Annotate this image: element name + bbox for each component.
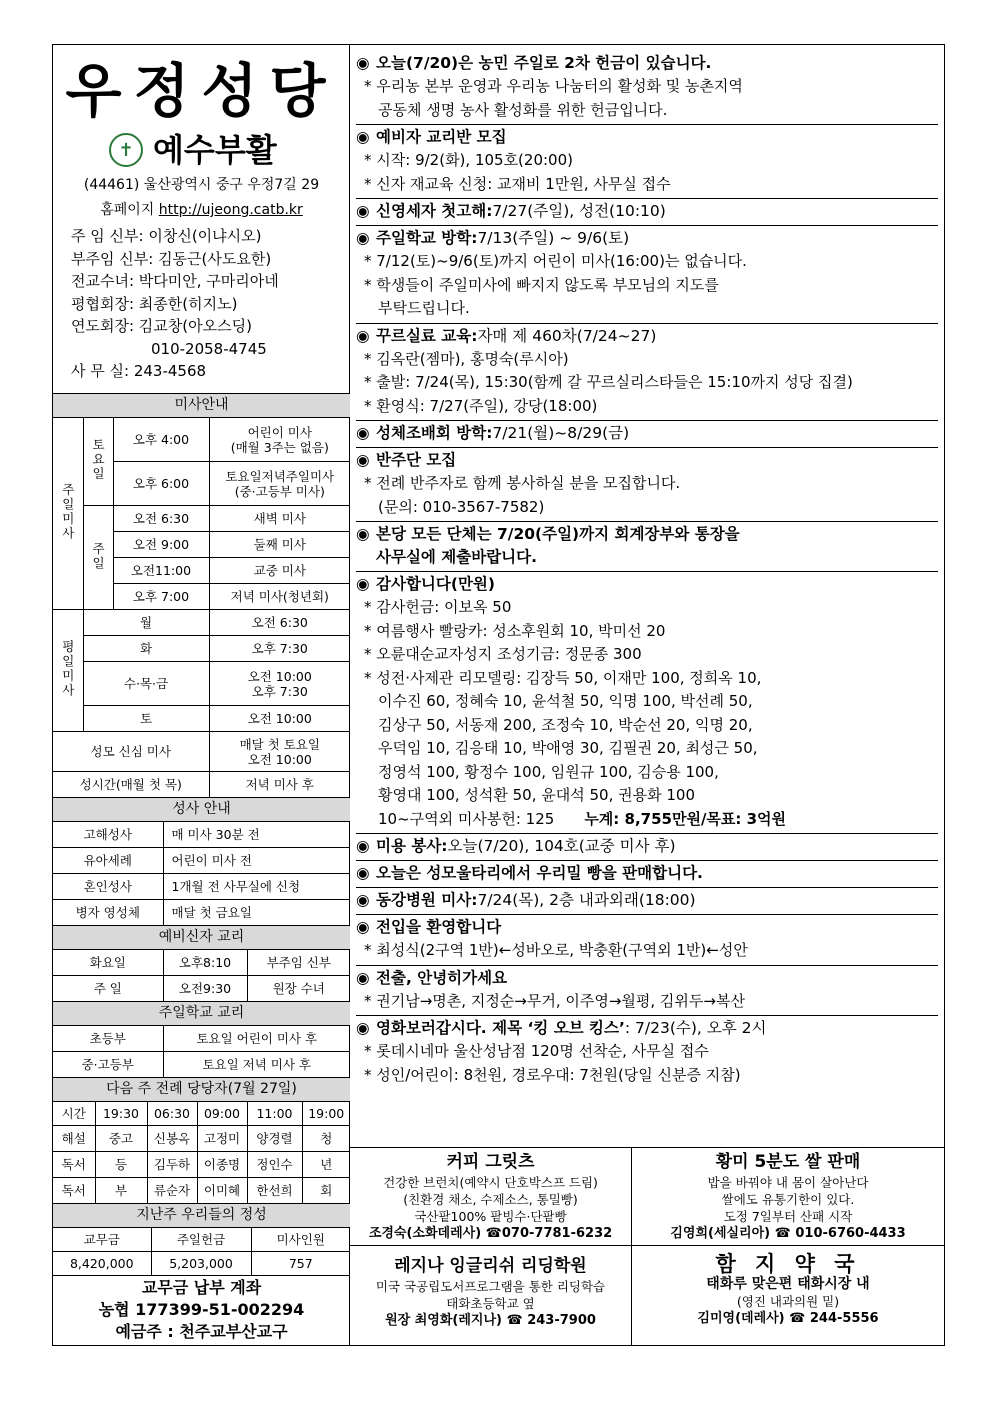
notice-line: * 학생들이 주일미사에 빠지지 않도록 부모님의 지도를	[364, 275, 719, 294]
notice-item	[356, 448, 938, 522]
bulletin-frame	[52, 44, 945, 1346]
notice-line: 사무실에 제출바랍니다.	[376, 548, 538, 566]
weekday-time: 오전 6:30	[209, 610, 350, 636]
staff-row: 전교수녀: 박다미안, 구마리아네	[71, 272, 279, 290]
notice-item	[356, 1016, 938, 1089]
sacrament-name: 혼인성사	[53, 874, 163, 900]
notice-bullet-icon: ◉	[356, 968, 370, 987]
liturgy-cell: 양경렬	[247, 1126, 302, 1152]
ad-contact: 김영희(세실리아) ☎ 010-6760-4433	[670, 1226, 906, 1241]
weekday-day: 월	[83, 610, 209, 636]
ad-name: 레지나 잉글리쉬 리딩학원	[394, 1256, 587, 1276]
weekday-time: 오후 7:30	[209, 636, 350, 662]
weekday-time: 오전 10:00	[209, 706, 350, 732]
mass-desc: 둘째 미사	[209, 532, 350, 558]
liturgy-cell: 독서	[53, 1178, 95, 1204]
mass-time: 오후 6:00	[113, 462, 209, 506]
mass-time: 오전 9:00	[113, 532, 209, 558]
notice-bullet-icon: ◉	[356, 202, 370, 220]
ad-pharmacy	[632, 1246, 944, 1346]
offering-value: 5,203,000	[151, 1252, 251, 1276]
ad-coffee	[350, 1148, 632, 1246]
liturgy-cell: 회	[302, 1178, 350, 1204]
notice-bullet-icon: ◉	[356, 229, 370, 247]
weekday-day: 토	[83, 706, 209, 732]
notice-item	[356, 888, 938, 915]
liturgy-cell: 이미혜	[197, 1178, 247, 1204]
bulletin-subtitle: 예수부활	[153, 131, 277, 169]
offering-title: 지난주 우리들의 정성	[53, 1204, 350, 1228]
sundayschool-table	[53, 1001, 350, 1078]
notice-item	[356, 226, 938, 324]
staff-row: 주 임 신부: 이창신(이냐시오)	[71, 227, 262, 245]
office-phone: 사 무 실: 243-4568	[71, 362, 207, 380]
homepage	[53, 199, 350, 219]
address: (44461) 울산광역시 중구 우정7길 29	[83, 177, 320, 193]
notice-line: * 권기남→명촌, 지정순→무거, 이주영→월평, 김위두→복산	[364, 991, 745, 1010]
notice-line: 황영대 100, 성석환 50, 윤대석 50, 권용화 100	[378, 786, 695, 804]
notice-heading: ◉ 오늘은 성모울타리에서 우리밀 빵을 판매합니다.	[356, 862, 938, 885]
notice-heading: ◉ 성체조배회 방학:7/21(월)~8/29(금)	[356, 422, 938, 445]
catechumen-time: 오후8:10	[163, 950, 247, 976]
notice-bullet-icon: ◉	[356, 837, 370, 855]
notice-bullet-icon: ◉	[356, 918, 370, 936]
sacrament-name: 병자 영성체	[53, 900, 163, 926]
notice-item	[356, 834, 938, 861]
sunday-mass-label: 주일미사	[53, 418, 83, 610]
mass-desc: 토요일저녁주일미사 (중·고등부 미사)	[209, 462, 350, 506]
account-info	[53, 1277, 350, 1343]
account-number: 농협 177399-51-002294	[98, 1300, 305, 1319]
notice-item	[356, 125, 938, 199]
liturgy-header: 06:30	[147, 1102, 197, 1126]
catechumen-day: 화요일	[53, 950, 163, 976]
notice-line: * 환영식: 7/27(주일), 강당(18:00)	[364, 396, 598, 415]
account-holder: 예금주 : 천주교부산교구	[115, 1322, 288, 1341]
liturgy-cell: 한선희	[247, 1178, 302, 1204]
notice-item	[356, 966, 938, 1017]
notice-line: * 출발: 7/24(목), 15:30(함께 갈 꾸르실리스타들은 15:10까지 성당 집결)	[364, 373, 853, 391]
notice-heading: ◉ 예비자 교리반 모집	[356, 126, 938, 149]
mass-table	[53, 393, 350, 798]
notice-line: * 시작: 9/2(화), 105호(20:00)	[364, 151, 573, 169]
school-desc: 토요일 저녁 미사 후	[163, 1052, 350, 1078]
notice-item	[356, 421, 938, 448]
school-name: 초등부	[53, 1026, 163, 1052]
catechumen-time: 오전9:30	[163, 976, 247, 1002]
ad-name: 황미 5분도 쌀 판매	[715, 1152, 861, 1172]
saturday-label: 토요일	[83, 418, 113, 506]
notice-bullet-icon: ◉	[356, 891, 370, 909]
account-title: 교무금 납부 계좌	[141, 1278, 262, 1297]
ad-academy	[350, 1246, 632, 1346]
mass-desc: 새벽 미사	[209, 506, 350, 532]
liturgy-table	[53, 1077, 350, 1204]
liturgy-cell: 중고	[95, 1126, 147, 1152]
ad-line: (친환경 채소, 수제소스, 통밀빵)	[403, 1192, 578, 1207]
ad-line: 미국 국공립도서프로그램을 통한 리딩학습	[375, 1279, 606, 1294]
staff-row: 부주임 신부: 김동근(사도요한)	[71, 249, 272, 268]
notice-item	[356, 915, 938, 966]
left-column	[53, 45, 350, 1345]
catechumen-day: 주 일	[53, 976, 163, 1002]
notice-heading: ◉ 동강병원 미사:7/24(목), 2층 내과외래(18:00)	[356, 889, 938, 912]
notice-line: (문의: 010-3567-7582)	[378, 497, 545, 516]
offering-table	[53, 1203, 350, 1276]
ad-name: 함 지 약 국	[715, 1252, 861, 1276]
mass-time: 오전 6:30	[113, 506, 209, 532]
ads-section	[350, 1147, 944, 1348]
parish-title: 우정성당	[65, 57, 338, 125]
notice-heading: ◉ 전출, 안녕히가세요	[356, 967, 938, 990]
notice-item	[356, 324, 938, 422]
mass-desc: 저녁 미사(청년회)	[209, 584, 350, 610]
notice-line: * 성인/어린이: 8천원, 경로우대: 7천원(당일 신분증 지참)	[364, 1065, 741, 1084]
notice-item	[356, 51, 938, 125]
notice-line: 공동체 생명 농사 활성화를 위한 헌금입니다.	[378, 100, 668, 119]
notice-bullet-icon: ◉	[356, 864, 370, 882]
sacrament-desc: 매 미사 30분 전	[163, 822, 350, 848]
catechumen-title: 예비신자 교리	[53, 926, 350, 950]
homepage-label: 홈페이지	[100, 202, 155, 218]
offering-header: 미사인원	[251, 1228, 350, 1252]
sundayschool-title: 주일학교 교리	[53, 1002, 350, 1026]
holy-hour-time: 저녁 미사 후	[209, 772, 350, 798]
notice-item	[356, 199, 938, 226]
notice-heading: ◉ 영화보러갑시다. 제목 ‘킹 오브 킹스’: 7/23(수), 오후 2시	[356, 1017, 938, 1040]
liturgy-cell: 등	[95, 1152, 147, 1178]
notice-bullet-icon: ◉	[356, 424, 370, 442]
right-column	[350, 45, 944, 1345]
notice-heading: ◉ 본당 모든 단체는 7/20(주일)까지 회계장부와 통장을	[356, 523, 938, 546]
sacrament-name: 유아세례	[53, 848, 163, 874]
liturgy-cell: 정인수	[247, 1152, 302, 1178]
mass-title: 미사안내	[53, 394, 350, 418]
notice-line: * 전례 반주자로 함께 봉사하실 분을 모집합니다.	[364, 474, 681, 492]
staff-row: 평협회장: 최종한(히지노)	[71, 294, 238, 313]
sacrament-name: 고해성사	[53, 822, 163, 848]
notice-line: * 감사헌금: 이보옥 50	[364, 598, 512, 616]
ad-line: 태화루 맞은편 태화시장 내	[706, 1276, 870, 1292]
sacrament-desc: 1개월 전 사무실에 신청	[163, 874, 350, 900]
notice-heading: ◉ 꾸르실료 교육:자매 제 460차(7/24~27)	[356, 325, 938, 348]
ad-contact: 원장 최영화(레지나) ☎ 243-7900	[385, 1313, 596, 1328]
ad-name: 커피 그릿츠	[446, 1152, 535, 1172]
liturgy-cell: 신봉옥	[147, 1126, 197, 1152]
holy-hour: 성시간(매월 첫 목)	[53, 772, 209, 798]
liturgy-header: 시간	[53, 1102, 95, 1126]
ad-line: 건강한 브런치(예약시 단호박스프 드림)	[383, 1175, 598, 1190]
notice-line: * 오륜대순교자성지 조성기금: 정문종 300	[364, 645, 642, 663]
notice-line: * 신자 재교육 신청: 교재비 1만원, 사무실 접수	[364, 174, 671, 193]
devotion-mass: 성모 신심 미사	[53, 732, 209, 772]
ad-line: 태화초등학교 옆	[446, 1296, 535, 1311]
weekday-day: 화	[83, 636, 209, 662]
notice-heading: ◉ 신영세자 첫고해:7/27(주일), 성전(10:10)	[356, 200, 938, 223]
offering-header: 교무금	[53, 1228, 151, 1252]
liturgy-header: 19:30	[95, 1102, 147, 1126]
notice-heading: ◉ 감사합니다(만원)	[356, 573, 938, 596]
ad-contact: 김미영(데레사) ☎ 244-5556	[697, 1311, 879, 1326]
liturgy-header: 11:00	[247, 1102, 302, 1126]
offering-header: 주일헌금	[151, 1228, 251, 1252]
liturgy-header: 09:00	[197, 1102, 247, 1126]
sacrament-desc: 어린이 미사 전	[163, 848, 350, 874]
notice-line: 이수진 60, 정혜숙 10, 윤석철 50, 익명 100, 박선례 50,	[378, 692, 753, 710]
notice-line: * 성전·사제관 리모델링: 김장득 50, 이재만 100, 정희옥 10,	[364, 668, 762, 687]
notice-bullet-icon: ◉	[356, 525, 370, 543]
liturgy-cell: 김두하	[147, 1152, 197, 1178]
notice-bullet-icon: ◉	[356, 326, 370, 345]
notice-line: * 최성식(2구역 1반)←성바오로, 박충환(구역외 1반)←성안	[364, 941, 748, 959]
ad-rice	[632, 1148, 944, 1246]
notice-line: 김상구 50, 서동재 200, 조정숙 10, 박순선 20, 익명 20,	[378, 715, 753, 734]
ad-line: (영진 내과의원 밑)	[736, 1294, 840, 1309]
offering-value: 757	[251, 1252, 350, 1276]
staff-list	[71, 225, 279, 383]
mass-time: 오전11:00	[113, 558, 209, 584]
weekday-time: 오전 10:00 오후 7:30	[209, 662, 350, 706]
notice-line: 부탁드립니다.	[378, 299, 470, 317]
ad-line: 쌀에도 유통기한이 있다.	[721, 1192, 855, 1207]
notice-bullet-icon: ◉	[356, 575, 370, 593]
sacrament-table	[53, 797, 350, 926]
sunday-label: 주일	[83, 506, 113, 610]
notice-list	[356, 51, 938, 1089]
notice-bullet-icon: ◉	[356, 128, 370, 146]
staff-phone: 010-2058-4745	[151, 339, 267, 358]
notice-bullet-icon: ◉	[356, 1019, 370, 1037]
mass-desc: 어린이 미사 (매월 3주는 없음)	[209, 418, 350, 462]
liturgy-cell: 고정미	[197, 1126, 247, 1152]
notice-heading: ◉ 반주단 모집	[356, 449, 938, 472]
notice-line: * 김옥란(젬마), 홍명숙(루시아)	[364, 349, 569, 368]
offering-value: 8,420,000	[53, 1252, 151, 1276]
school-name: 중·고등부	[53, 1052, 163, 1078]
sacrament-title: 성사 안내	[53, 798, 350, 822]
notice-item	[356, 572, 938, 834]
ad-line: 도정 7일부터 산패 시작	[723, 1209, 853, 1224]
notice-bullet-icon: ◉	[356, 54, 370, 72]
notice-line: * 롯데시네마 울산성남점 120명 선착순, 사무실 접수	[364, 1042, 709, 1060]
liturgy-cell: 청	[302, 1126, 350, 1152]
notice-line: 정영석 100, 황정수 100, 임원규 100, 김승용 100,	[378, 762, 719, 781]
ad-line: 밥을 바꿔야 내 몸이 살아난다	[707, 1175, 869, 1190]
catechumen-who: 원장 수녀	[247, 976, 350, 1002]
mass-time: 오후 7:00	[113, 584, 209, 610]
notice-line: 우덕임 10, 김응태 10, 박애영 30, 김필권 20, 최성근 50,	[378, 739, 758, 757]
liturgy-cell: 이종명	[197, 1152, 247, 1178]
offering-total-line: 10~구역외 미사봉헌: 125 누계: 8,755만원/목표: 3억원	[378, 809, 787, 828]
devotion-time: 매달 첫 토요일 오전 10:00	[209, 732, 350, 772]
homepage-link[interactable]: http://ujeong.catb.kr	[158, 202, 303, 218]
ad-contact: 조경숙(소화데레사) ☎070-7781-6232	[368, 1226, 613, 1241]
weekday-day: 수·목·금	[83, 662, 209, 706]
sacrament-desc: 매달 첫 금요일	[163, 900, 350, 926]
notice-item	[356, 522, 938, 572]
liturgy-cell: 류순자	[147, 1178, 197, 1204]
staff-row: 연도회장: 김교창(아오스딩)	[71, 317, 252, 335]
liturgy-title: 다음 주 전례 당당자(7월 27일)	[53, 1078, 350, 1102]
notice-bullet-icon: ◉	[356, 451, 370, 469]
notice-line: * 여름행사 빨랑카: 성소후원회 10, 박미선 20	[364, 621, 666, 640]
notice-heading: ◉ 전입을 환영합니다	[356, 916, 938, 939]
church-logo-icon: ✝	[109, 133, 143, 167]
notice-heading: ◉ 미용 봉사:오늘(7/20), 104호(교중 미사 후)	[356, 835, 938, 858]
notice-heading: ◉ 주일학교 방학:7/13(주일) ~ 9/6(토)	[356, 227, 938, 250]
notice-line: * 7/12(토)~9/6(토)까지 어린이 미사(16:00)는 없습니다.	[364, 252, 747, 270]
notice-heading: ◉ 오늘(7/20)은 농민 주일로 2차 헌금이 있습니다.	[356, 52, 938, 75]
ad-line: 국산팥100% 팥빙수·단팥빵	[414, 1209, 567, 1224]
notice-item	[356, 861, 938, 888]
catechumen-table	[53, 925, 350, 1002]
liturgy-cell: 해설	[53, 1126, 95, 1152]
mass-desc: 교중 미사	[209, 558, 350, 584]
catechumen-who: 부주임 신부	[247, 950, 350, 976]
notice-line: * 우리농 본부 운영과 우리농 나눔터의 활성화 및 농촌지역	[364, 77, 743, 95]
liturgy-cell: 부	[95, 1178, 147, 1204]
school-desc: 토요일 어린이 미사 후	[163, 1026, 350, 1052]
weekday-mass-label: 평일미사	[53, 610, 83, 732]
liturgy-cell: 독서	[53, 1152, 95, 1178]
mass-time: 오후 4:00	[113, 418, 209, 462]
liturgy-cell: 년	[302, 1152, 350, 1178]
liturgy-header: 19:00	[302, 1102, 350, 1126]
